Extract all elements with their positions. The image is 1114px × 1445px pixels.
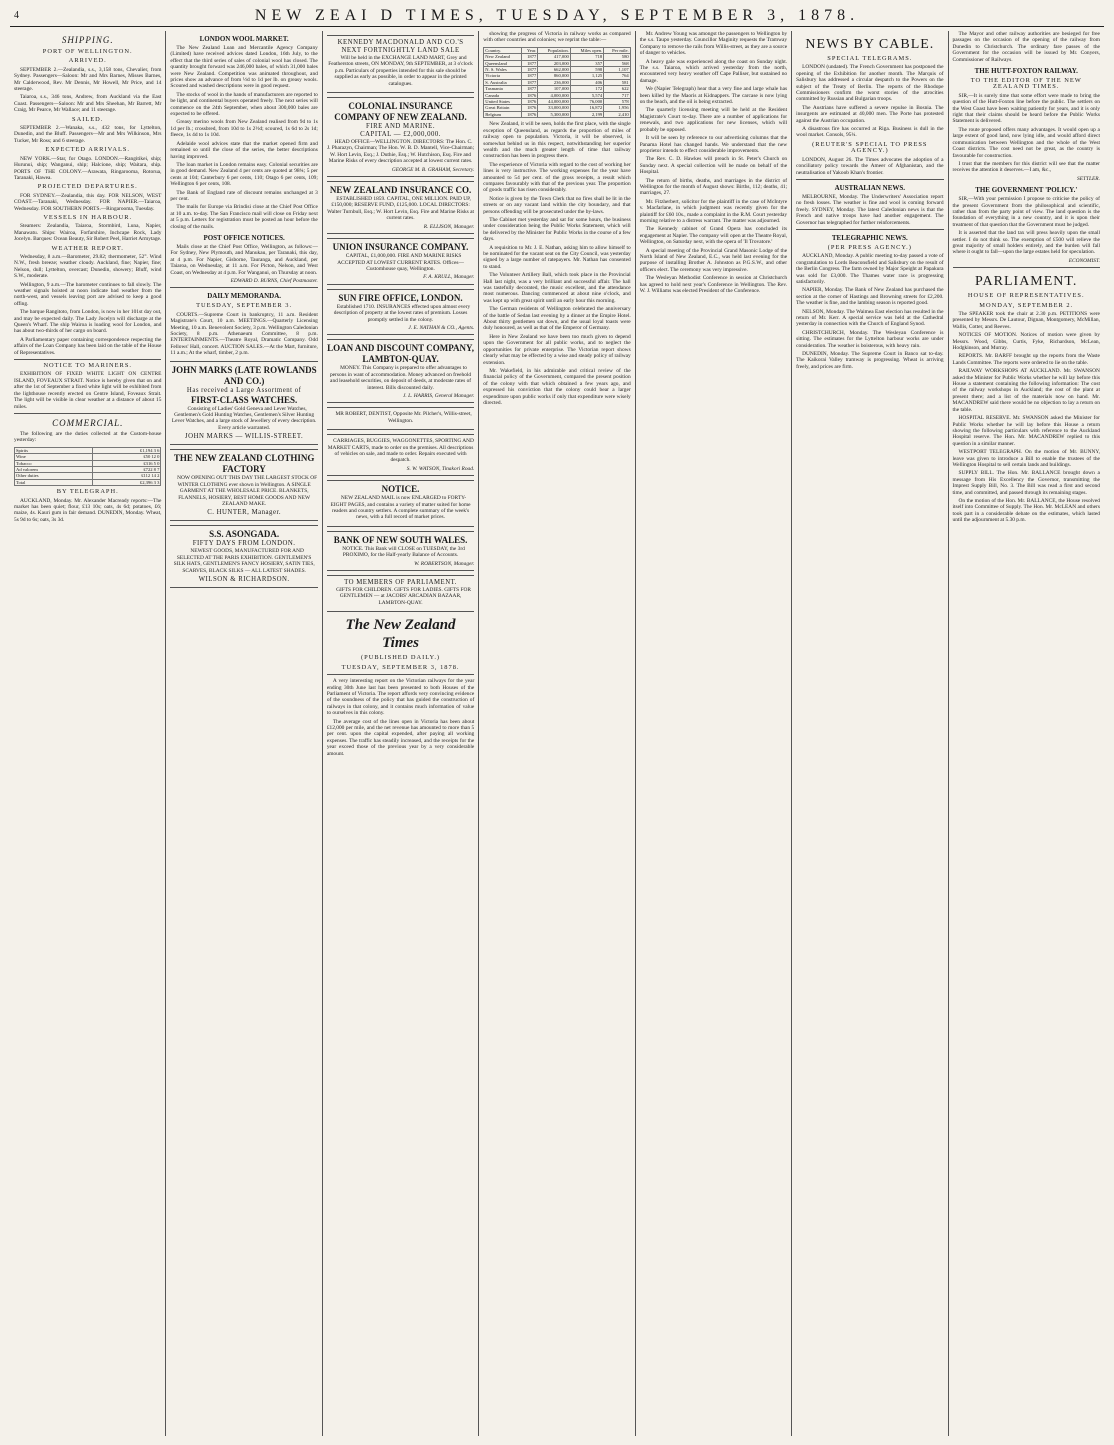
railway-cell: 1877 bbox=[521, 67, 538, 73]
divider bbox=[327, 674, 474, 675]
duties-cell: £50 12 0 bbox=[92, 454, 161, 460]
masthead-title: NEW ZEAI D TIMES, TUESDAY, SEPTEMBER 3, 1878. bbox=[254, 7, 860, 24]
article-paragraph: The New Zealand Loan and Mercantile Agency Company (Limited) have received advices dated London, 16th July, to the effect that the third series of sales of colonial wool has closed. The quantity brought forward was 246,000 bales, of which 31,000 bales were New Zealand. Competition was animated throughout, and prices show an advance of from ½d to 1d per lb. on greasy wools. Scoured and washed descriptions were in good request. bbox=[170, 45, 318, 90]
article-paragraph: EXHIBITION OF FIXED WHITE LIGHT ON CENTRE ISLAND, FOVEAUX STRAIT. Notice is hereby given that on and after the 1st of September a fixed white light will be exhibited from the lighthouse recently erected on Centre Island, Foveaux Strait. The light will be visible in clear weather at a distance of about 15 miles. bbox=[14, 371, 162, 410]
railway-cell: 717 bbox=[604, 92, 631, 98]
letter-heading: TO THE EDITOR OF THE NEW ZEALAND TIMES. bbox=[970, 77, 1082, 91]
editorial-paragraph: The average cost of the lines open in Victoria has been about £12,000 per mile, and the net revenue has amounted to more than 5 per cent. upon the capital expended, after paying all working expenses. The traffic has steadily increased, and the receipts for the year exceed those of the previous year by a very considerable amount. bbox=[326, 718, 475, 757]
article-paragraph: NAPIER, Monday. The Bank of New Zealand has purchased the section at the corner of Hastings and Browning streets for £2,200. The weather is fine, and the lambing season is reported good. bbox=[796, 287, 944, 307]
signature: ECONOMIST. bbox=[1068, 257, 1100, 264]
railway-cell: 1877 bbox=[521, 60, 538, 66]
railway-cell: 1877 bbox=[521, 86, 538, 92]
advertisement-sun-fire bbox=[327, 289, 474, 336]
duties-cell: £2,396 3 3 bbox=[92, 479, 161, 485]
ad-body: Consisting of Ladies' Gold Geneva and Lever Watches, Gentlemen's Gold Hunting Watches, Gentlemen's Silver Hunting Lever Watches, and a large stock of Jewellery of every description. Every article warranted. bbox=[171, 405, 317, 431]
railway-cell: Belgium bbox=[484, 111, 521, 117]
parliament-heading: PARLIAMENT. bbox=[975, 274, 1078, 290]
railway-cell: Great Britain bbox=[484, 105, 521, 111]
railway-cell: New Zealand bbox=[484, 54, 521, 60]
article-paragraph: FOR SYDNEY.—Zealandia, this day. FOR NELSON, WEST COAST.—Taranaki, Wednesday. FOR NAPIER.—Taiaroa, Wednesday. FOR SOUTHERN PORTS.—Ringarooma, Tuesday. bbox=[14, 192, 162, 212]
advertisement-dentist bbox=[327, 407, 474, 430]
article-paragraph: Wednesday, 8 a.m.—Barometer, 29.82; thermometer, 52°. Wind N.W., fresh breeze; weather cloudy. Auckland, fine; Napier, fine; Nelson, dull; Lyttelton, overcast; Dunedin, showery; Bluff, wind S.W., moderate. bbox=[14, 253, 162, 280]
article-paragraph: Mr. Wakefield, in his admirable and critical review of the financial policy of the Government, compared the present position of the colony with that which obtained a few years ago, and expressed his conviction that the colony could bear a larger expenditure upon public works if only that expenditure were wisely directed. bbox=[483, 367, 631, 406]
ad-signature: J. L. HARRIS, General Manager. bbox=[403, 392, 475, 399]
ad-title: BANK OF NEW SOUTH WALES. bbox=[333, 534, 468, 545]
column-5 bbox=[636, 31, 792, 1436]
newspaper-nameplate: The New Zealand Times bbox=[345, 617, 456, 652]
article-paragraph: LONDON, August 26. The Times advocates the adoption of a conciliatory policy towards the Ameer of Afghanistan, and the neutralisation of Yakoob Khan's frontier. bbox=[796, 156, 944, 176]
advertisement-nz-insurance bbox=[327, 181, 474, 234]
railway-cell: 764 bbox=[604, 73, 631, 79]
railway-cell: 2,410 bbox=[604, 111, 631, 117]
railway-cell: 1877 bbox=[521, 54, 538, 60]
masthead bbox=[10, 6, 1104, 27]
railway-cell: S. Australia bbox=[484, 79, 521, 85]
railway-cell: 580 bbox=[604, 54, 631, 60]
article-paragraph: NOTICES OF MOTION. Notices of motion were given by Messrs. Wood, Gibbs, Curtis, Fyke, Richardson, McLean, Hodgkinson, and Murray. bbox=[952, 332, 1100, 352]
duties-cell: Spirits bbox=[15, 447, 93, 453]
vessels-heading: VESSELS IN HARBOUR. bbox=[43, 213, 133, 221]
shipping-heading: SHIPPING. bbox=[61, 35, 114, 45]
railway-cell: 1,125 bbox=[570, 73, 603, 79]
divider bbox=[14, 413, 161, 414]
ad-signature: S. W. WATSON, Tinakori Road. bbox=[406, 465, 475, 472]
article-paragraph: A disastrous fire has occurred at Riga. Business is dull in the wool market. Consols, 95¼. bbox=[796, 126, 944, 139]
railway-cell: 33,000,000 bbox=[538, 105, 571, 111]
article-paragraph: SUPPLY BILL. The Hon. Mr. BALLANCE brought down a message from His Excellency the Governor, transmitting the Imprest Supply Bill, No. 3. The Bill was read a first and second time, and committed, and passed through its remaining stages. bbox=[952, 470, 1100, 496]
article-paragraph: A special meeting of the Provincial Grand Masonic Lodge of the North Island of New Zealand, E.C., was held last evening for the purpose of installing Brother A. Johnston as P.G.S.W., and other officers elect. The ceremony was very impressive. bbox=[639, 247, 788, 273]
railway-cell: 622 bbox=[604, 86, 631, 92]
railway-cell: 1,956 bbox=[604, 105, 631, 111]
railway-cell: 1876 bbox=[521, 105, 538, 111]
article-paragraph: A heavy gale was experienced along the coast on Sunday night. The s.s. Taiaroa, which arrived yesterday from the north, encountered very heavy weather off Cape Palliser, but sustained no damage. bbox=[639, 58, 788, 84]
article-paragraph: NEW YORK.—Star, for Otago. LONDON.—Rangitikei, ship; Hurunui, ship; Wanganui, ship; Halcione, ship; Waitara, ship. PORTS OF THE COLONY.—Arawata, Ringarooma, Rotorua, Taranaki, Hawea. bbox=[14, 155, 162, 181]
ad-line: Has received a Large Assortment of bbox=[186, 386, 302, 394]
editorial-paragraph: showing the progress of Victoria in railway works as compared with other countries and colonies; we reprint the table:— bbox=[483, 31, 631, 44]
article-paragraph: Mr. Andrew Young was amongst the passengers to Wellington by the s.s. Taupo yesterday. Councillor Maginity requests the Tramway Company to remove the rails from Willis-street, as they are a source of danger to vehicles. bbox=[639, 31, 788, 57]
railway-cell: 1877 bbox=[521, 73, 538, 79]
ad-line: FIRE AND MARINE. bbox=[366, 123, 436, 131]
ad-body: Will be held in the EXCHANGE LAND MART, Grey and Featherston streets, ON MONDAY, 9th SEPTEMBER, at 3 o'clock p.m. Particulars of properties intended for this sale should be supplied as early as possible, in order to appear in the printed catalogues. bbox=[328, 55, 473, 87]
ad-body: NOTICE. This Bank will CLOSE on TUESDAY, the 3rd PROXIMO, for the Half-yearly Balance of Accounts. bbox=[342, 545, 465, 559]
divider bbox=[170, 287, 317, 288]
railway-cell: 568 bbox=[604, 60, 631, 66]
article-paragraph: Steamers: Zealandia, Taiaroa, Stormbird, Luna, Napier, Manawatu. Ships: Wairoa, Forfarshire, Inchcape Rock, Lady Jocelyn. Barques: Ocean Beauty, Sir Robert Peel, Harriet Armytage. bbox=[14, 223, 162, 243]
ad-line: CAPITAL — £2,000,000. bbox=[360, 131, 441, 139]
railway-cell: 203,000 bbox=[538, 60, 571, 66]
ad-line: FIFTY DAYS FROM LONDON. bbox=[192, 540, 296, 548]
article-paragraph: The Bank of England rate of discount remains unchanged at 3 per cent. bbox=[170, 189, 318, 202]
advertisement-colonial-insurance bbox=[327, 97, 474, 177]
letter-paragraph: I trust that the members for this district will see that the matter receives the attention it deserves.—I am, &c., bbox=[952, 160, 1100, 174]
advertisement-loan-discount bbox=[327, 339, 474, 403]
advertisement-bank-nsw bbox=[327, 531, 474, 571]
ad-body: GIFTS FOR CHILDREN. GIFTS FOR LADIES. GIFTS FOR GENTLEMEN — at JACOBS' ARCADIAN BAZAAR, LAMBTON-QUAY. bbox=[336, 587, 472, 606]
editorial-paragraph: New Zealand, it will be seen, holds the first place, with the single exception of Queensland, as regards the proportion of miles of railway open to population. Victoria, it will be observed, is somewhat behind us in this respect, notwithstanding her superior wealth and the much greater length of time that railway construction has been in progress there. bbox=[483, 121, 631, 160]
railway-header-cell: Year. bbox=[521, 47, 538, 53]
article-paragraph: MELBOURNE, Monday. The Underwriters' Association report no fresh losses. The weather is fine and wool is coming forward freely. SYDNEY, Monday. The latest Caledonian news is that the French and native troops have had another engagement. The Governor has telegraphed for further reinforcements. bbox=[796, 193, 944, 226]
wool-heading: LONDON WOOL MARKET. bbox=[199, 35, 289, 43]
article-paragraph: DUNEDIN, Monday. The Supreme Court in Banco sat to-day. The Kaikorai Valley tramway is progressing. Wheat is arriving freely, and prices are firm. bbox=[796, 351, 944, 370]
house-heading: HOUSE OF REPRESENTATIVES. bbox=[967, 292, 1085, 300]
railway-cell: Tasmania bbox=[484, 86, 521, 92]
column-4 bbox=[479, 31, 635, 1436]
ad-body: ESTABLISHED 1859. CAPITAL, ONE MILLION. PAID UP, £150,000; RESERVE FUND, £125,000. LOCAL DIRECTORS: Walter Turnbull, Esq.; W. Hort Levin, Esq. Fire and Marine Risks at current rates. bbox=[327, 196, 474, 222]
letter-paragraph: SIR,—It is surely time that some effort were made to bring the question of the Hutt-Foxton line before the public. The settlers on the West Coast have been waiting patiently for years, and it is only right that their claims should be heard before the Public Works Statement is delivered. bbox=[952, 92, 1100, 125]
article-paragraph: CHRISTCHURCH, Monday. The Wesleyan Conference is sitting. The estimates for the Lyttelton harbour works are under consideration. The weather is boisterous, with heavy rain. bbox=[796, 329, 944, 349]
article-paragraph: The return of births, deaths, and marriages in the district of Wellington for the month of August shows: Births, 112; deaths, 41; marriages, 27. bbox=[639, 177, 788, 197]
railway-cell: 1877 bbox=[521, 79, 538, 85]
advertisement-nz-mail bbox=[327, 480, 474, 527]
government-policy-heading: THE GOVERNMENT 'POLICY.' bbox=[975, 186, 1078, 195]
railway-cell: 236,000 bbox=[538, 79, 571, 85]
railway-cell: 578 bbox=[604, 99, 631, 105]
article-paragraph: The following are the duties collected at the Custom-house yesterday: bbox=[14, 430, 162, 444]
special-telegrams-heading: SPECIAL TELEGRAMS. bbox=[827, 55, 913, 62]
ad-title: KENNEDY MACDONALD AND CO.'S NEXT FORTNIGHTLY LAND SALE bbox=[337, 39, 464, 54]
article-paragraph: Adelaide wool advices state that the market opened firm and remained so until the close of the series, the better descriptions having improved. bbox=[170, 140, 318, 160]
divider bbox=[953, 267, 1100, 268]
article-paragraph: The Kennedy cabinet of Grand Opera has concluded its engagement at Napier. The company will open at the Theatre Royal, Wellington, on Saturday next, with the opera of 'Il Trovatore.' bbox=[639, 226, 788, 246]
ad-title: SUN FIRE OFFICE, LONDON. bbox=[338, 292, 463, 303]
railway-cell: 2,199 bbox=[570, 111, 603, 117]
ad-title: NEW ZEALAND INSURANCE CO. bbox=[329, 185, 472, 196]
reuter-heading: (REUTER'S SPECIAL TO PRESS AGENCY.) bbox=[812, 140, 928, 155]
railway-cell: 1876 bbox=[521, 92, 538, 98]
ad-line: FIRST-CLASS WATCHES. bbox=[190, 394, 298, 405]
railway-cell: Victoria bbox=[484, 73, 521, 79]
column-6 bbox=[792, 31, 948, 1436]
railway-cell: 172 bbox=[570, 86, 603, 92]
article-paragraph: The Cabinet met yesterday and sat for some hours, the business under consideration being the Public Works Statement, which will be delivered by the Minister for Public Works in the course of a few days. bbox=[483, 216, 631, 243]
arrived-heading: ARRIVED. bbox=[68, 57, 107, 65]
post-office-heading: POST OFFICE NOTICES. bbox=[203, 233, 285, 242]
railway-cell: 16,872 bbox=[570, 105, 603, 111]
editorial-date: TUESDAY, SEPTEMBER 3, 1878. bbox=[341, 663, 460, 671]
article-paragraph: The loan market in London remains easy. Colonial securities are in good demand. New Zealand 4 per cents are quoted at 98¾; 5 per cents at 104; Canterbury 6 per cents, 110; Otago 6 per cents, 109; Wellington 6 per cents, 108. bbox=[170, 161, 318, 188]
duties-cell: £316 5 0 bbox=[92, 460, 161, 466]
ad-body: MONEY. This Company is prepared to offer advantages to persons in want of accommodation. Money advanced on freehold and leasehold securities, on deposit of deeds, at moderate rates of interest. Bills discounted daily. bbox=[329, 365, 472, 391]
article-paragraph: WESTPORT TELEGRAPH. On the motion of Mr. BUNNY, leave was given to introduce a Bill to enable the trustees of the Wellington Hospital to sell certain lands and buildings. bbox=[952, 449, 1100, 468]
projected-heading: PROJECTED DEPARTURES. bbox=[37, 183, 138, 191]
article-paragraph: The Austrians have suffered a severe repulse in Bosnia. The insurgents are estimated at 40,000 men. The Porte has protested against the Austrian occupation. bbox=[796, 104, 944, 124]
article-paragraph: A requisition to Mr. J. E. Nathan, asking him to allow himself to be nominated for the vacant seat on the City Council, was yesterday signed by a large number of ratepayers. Mr. Nathan has consented to stand. bbox=[483, 244, 631, 270]
duties-cell: £112 14 2 bbox=[92, 473, 161, 479]
hutt-foxton-heading: THE HUTT-FOXTON RAILWAY. bbox=[974, 67, 1078, 76]
article-paragraph: The stocks of wool in the hands of manufacturers are reported to be light, and continental buyers operated freely. The next series will commence on the 24th September, when about 300,000 bales are expected to be offered. bbox=[170, 91, 318, 118]
railway-cell: 662,000 bbox=[538, 67, 571, 73]
daily-memoranda-heading: DAILY MEMORANDA. bbox=[207, 292, 282, 301]
ad-title: UNION INSURANCE COMPANY. bbox=[332, 242, 469, 253]
columns bbox=[10, 31, 1104, 1436]
article-paragraph: HOSPITAL RESERVE. Mr. SWANSON asked the Minister for Public Works whether he will lay before this House a return showing the following particulars with reference to the Auckland Hospital reserve. The Hon. Mr. MACANDREW replied to this question in a similar manner. bbox=[952, 415, 1100, 447]
column-2 bbox=[166, 31, 322, 1436]
ad-signature: GEORGE M. B. GRAHAM, Secretary. bbox=[391, 166, 475, 173]
ad-signature: WILSON & RICHARDSON. bbox=[198, 575, 290, 583]
article-paragraph: Mr. Fitzherbert, solicitor for the plaintiff in the case of McIntyre v. Macfarlane, in which judgment was recently given for the plaintiff for £60 10s., made a complaint in the R.M. Court yesterday morning relative to a distress warrant. The matter was adjourned. bbox=[639, 198, 788, 224]
expected-heading: EXPECTED ARRIVALS. bbox=[45, 146, 131, 154]
ad-signature: W. ROBERTSON, Manager. bbox=[414, 560, 475, 567]
advertisement-asongada bbox=[170, 525, 317, 588]
page-number: 4 bbox=[14, 10, 19, 21]
railway-cell: 357 bbox=[570, 60, 603, 66]
ad-body: NEWEST GOODS, MANUFACTURED FOR AND SELECTED AT THE PARIS EXHIBITION. GENTLEMEN'S SILK HATS, GENTLEMEN'S FANCY HOSIERY, SATIN TIES, SCARVES, BLACK SILKS — ALL LATEST SHADES. bbox=[173, 548, 315, 574]
railway-cell: N. S. Wales bbox=[484, 67, 521, 73]
nameplate-subtitle: (PUBLISHED DAILY.) bbox=[361, 654, 441, 662]
railway-cell: Queensland bbox=[484, 60, 521, 66]
article-paragraph: The barque Rangitoto, from London, is now in her 101st day out, and may be expected daily. The Lady Jocelyn will discharge at the Queen's Wharf. The ship Wairoa is loading wool for London, and has about two-thirds of her cargo on board. bbox=[14, 309, 162, 335]
article-paragraph: SEPTEMBER 2.—Zealandia, s.s., 3,158 tons, Chevalier, from Sydney. Passengers—Saloon: Mr and Mrs Barnes, Misses Barnes, Mr Calderwood, Rev. Mr Dennis, Mr Howell, Mr Price, and 14 steerage. bbox=[14, 66, 162, 93]
duties-cell: Tobacco bbox=[15, 460, 93, 466]
divider bbox=[796, 229, 943, 230]
article-paragraph: Here in New Zealand we have been too much given to depend upon the Government for all public works, and to neglect the opportunities for private enterprise. The Victorian report shows clearly what may be effected by a wise and steady policy of railway extension. bbox=[483, 333, 631, 366]
article-paragraph: Mails close at the Chief Post Office, Wellington, as follows:—For Sydney, New Plymouth, and Manukau, per Taranaki, this day, at 4 p.m. For Napier, Gisborne, Tauranga, and Auckland, per Taiaroa, on Wednesday, at 11 a.m. For Picton, Nelson, and West Coast, on Wednesday at 4 p.m. For Wanganui, on Thursday at noon. bbox=[170, 243, 318, 276]
railway-cell: 1876 bbox=[521, 111, 538, 117]
ad-signature: JOHN MARKS — WILLIS-STREET. bbox=[185, 433, 304, 441]
railway-cell: 1876 bbox=[521, 99, 538, 105]
duties-cell: Wine bbox=[15, 454, 93, 460]
divider bbox=[14, 359, 161, 360]
weather-heading: WEATHER REPORT. bbox=[51, 244, 124, 252]
ad-body: Established 1710. INSURANCES effected upon almost every description of property at the lowest rates of premium. Losses promptly settled in the colony. bbox=[333, 303, 471, 323]
article-paragraph: REPORTS. Mr. BARFF brought up the reports from the Waste Lands Committee. The reports were ordered to lie on the table. bbox=[952, 353, 1100, 366]
column-7 bbox=[949, 31, 1104, 1436]
ad-title: TO MEMBERS OF PARLIAMENT. bbox=[344, 579, 457, 587]
railway-cell: 4,000,000 bbox=[538, 92, 571, 98]
article-paragraph: RAILWAY WORKSHOPS AT AUCKLAND. Mr. SWANSON asked the Minister for Public Works whether he will lay before this House a statement containing the following information: The cost of the railway workshops in Auckland; the cost of the plant at present there; and a list of the materials now on hand. Mr. MACANDREW said there would be no objection to lay a return on the table. bbox=[952, 368, 1100, 413]
notice-heading: NOTICE TO MARINERS. bbox=[43, 362, 132, 370]
ad-body: CARRIAGES, BUGGIES, WAGGONETTES, SPORTING AND MARKET CARTS, made to order on the premises. All descriptions of vehicles on sale, and made to order. Repairs executed with despatch. bbox=[327, 438, 474, 464]
ad-title: COLONIAL INSURANCE COMPANY OF NEW ZEALAND. bbox=[334, 101, 467, 123]
ad-body: NEW ZEALAND MAIL is now ENLARGED to FORTY-EIGHT PAGES, and contains a variety of matter suited for home readers and country settlers. A complete summary of the week's news, with a full record of market prices. bbox=[330, 495, 471, 521]
duties-cell: £1,194 3 6 bbox=[92, 447, 161, 453]
railway-table bbox=[483, 47, 630, 118]
duties-table bbox=[14, 447, 161, 486]
ad-body: HEAD OFFICE—WELLINGTON. DIRECTORS: The Hon. C. J. Pharazyn, Chairman; The Hon. W. B. D. Mantell, Vice-Chairman; W. Hort Levin, Esq.; J. Duthie, Esq.; W. Hutchison, Esq. Fire and Marine Risks of every description accepted at lowest current rates. bbox=[327, 139, 475, 165]
railway-row bbox=[484, 111, 630, 117]
railway-cell: 718 bbox=[570, 54, 603, 60]
article-paragraph: LONDON (undated). The French Government has postponed the opening of the Exhibition for another month. The Marquis of Salisbury has addressed a circular despatch to the Powers on the subject of the Treaty of Berlin. The reports of the Rhodope Commissioners confirm the worst stories of the atrocities committed by Russian and Bulgarian troops. bbox=[796, 64, 944, 103]
telegraph-heading: BY TELEGRAPH. bbox=[56, 488, 119, 496]
railway-cell: Canada bbox=[484, 92, 521, 98]
article-paragraph: A Parliamentary paper containing correspondence respecting the affairs of the Loan Company has been laid on the table of the House of Representatives. bbox=[14, 336, 162, 356]
port-heading: PORT OF WELLINGTON. bbox=[42, 48, 133, 55]
advertisement-marks bbox=[170, 361, 317, 446]
article-paragraph: AUCKLAND, Monday. A public meeting to-day passed a vote of congratulation to Lords Beaconsfield and Salisbury on the result of the Berlin Congress. The farm owned by Major Speight at Papakura was sold for £3,000. The Thames water race is progressing satisfactorily. bbox=[796, 253, 944, 285]
editorial-paragraph: A very interesting report on the Victorian railways for the year ending 30th June last has been presented to both Houses of the Parliament of Victoria. The report affords very convincing evidence of the soundness of the policy that has guided the construction of railways in that colony, and it contains much information of value to ourselves in this colony. bbox=[326, 678, 475, 717]
railway-cell: 5,574 bbox=[570, 92, 603, 98]
article-paragraph: The Rev. C. D. Hawkes will preach in St. Peter's Church on Sunday next. A special collection will be made on behalf of the Hospital. bbox=[639, 156, 788, 176]
ad-title: NOTICE. bbox=[381, 484, 420, 495]
duties-cell: Ad valorem bbox=[15, 466, 93, 472]
duties-row bbox=[15, 479, 161, 485]
letter-paragraph: SIR,—With your permission I propose to criticise the policy of the present Government from the philosophical and scientific, rather than from the party point of view. The land question is the foundation of everything in a new country, and it is upon their treatment of that question that the Government must be judged. bbox=[952, 196, 1100, 228]
railway-header-cell: Population. bbox=[538, 47, 571, 53]
duties-cell: Other duties bbox=[15, 473, 93, 479]
ad-body: NOW OPENING OUT THIS DAY THE LARGEST STOCK OF WINTER CLOTHING ever shown in Wellington. A SINGLE GARMENT AT THE WHOLESALE PRICE. BLANKETS, FLANNELS, HOSIERY, BEST HOME GOODS AND NEW ZEALAND MAKE. bbox=[177, 475, 318, 507]
ad-title: THE NEW ZEALAND CLOTHING FACTORY bbox=[173, 453, 315, 475]
railway-cell: 44,000,000 bbox=[538, 99, 571, 105]
article-paragraph: The SPEAKER took the chair at 2.30 p.m. PETITIONS were presented by Messrs. De Lautour, Dignan, Montgomery, McMillan, Wallis, Cotter, and Reeves. bbox=[952, 311, 1100, 330]
ad-body: CAPITAL, £1,000,000. FIRE AND MARINE RISKS ACCEPTED AT LOWEST CURRENT RATES. Offices—Customhouse quay, Wellington. bbox=[337, 253, 464, 272]
australian-news-heading: AUSTRALIAN NEWS. bbox=[834, 183, 906, 192]
article-paragraph: Taiaroa, s.s., 346 tons, Andrew, from Auckland via the East Coast. Passengers—Saloon: Mr and Mrs Sheehan, Mr Barrett, Mr Craig, Mr Pearce, Mr Wallace; and 11 steerage. bbox=[14, 94, 162, 114]
railway-cell: 598 bbox=[570, 67, 603, 73]
railway-cell: 5,300,000 bbox=[538, 111, 571, 117]
railway-header-cell: Per mile. bbox=[604, 47, 631, 53]
parliament-date: MONDAY, SEPTEMBER 2. bbox=[979, 301, 1074, 309]
divider bbox=[796, 179, 943, 180]
railway-cell: 860,000 bbox=[538, 73, 571, 79]
article-paragraph: The German residents of Wellington celebrated the anniversary of the battle of Sedan last evening by a dinner at the Empire Hotel. About thirty gentlemen sat down, and the usual loyal toasts were duly honoured, as well as that of the Emperor of Germany. bbox=[483, 306, 631, 332]
article-paragraph: SEPTEMBER 2.—Wanaka, s.s., 432 tons, for Lyttelton, Dunedin, and the Bluff. Passengers—Mr and Mrs Wilkinson, Mrs Tucker, Mr Ross; and 6 steerage. bbox=[14, 125, 162, 144]
column-1 bbox=[10, 31, 166, 1436]
signature: EDWARD D. BURNS, Chief Postmaster. bbox=[230, 278, 318, 284]
advertisement-union-insurance bbox=[327, 238, 474, 285]
railway-cell: 581 bbox=[604, 79, 631, 85]
article-paragraph: AUCKLAND, Monday. Mr. Alexander Macready reports:—The market has been quiet; flour, £13 10s; oats, 4s 6d; potatoes, £6; maize, 4s. Kauri gum in fair demand. DUNEDIN, Monday. Wheat, 5s 9d to 6s; oats, 3s 3d. bbox=[14, 497, 162, 523]
letter-paragraph: It is asserted that the land tax will press heavily upon the small settler. I do not think so. The exemption of £500 will relieve the great majority of small holders entirely, and the burden will fall where it ought to fall—upon the large estates held for speculation. bbox=[952, 230, 1100, 256]
advertisement-carriages bbox=[327, 434, 474, 476]
ad-title: LOAN AND DISCOUNT COMPANY, LAMBTON-QUAY. bbox=[327, 343, 474, 365]
cable-news-heading: NEWS BY CABLE. bbox=[805, 37, 935, 52]
railway-cell: 76,000 bbox=[570, 99, 603, 105]
railway-header-cell: Miles open. bbox=[570, 47, 603, 53]
ad-body: MR ROBERT, DENTIST, Opposite Mr. Pilcher's, Willis-street, Wellington. bbox=[335, 411, 472, 424]
duties-cell: Total bbox=[15, 479, 93, 485]
sailed-heading: SAILED. bbox=[72, 115, 104, 123]
editorial-paragraph: The experience of Victoria with regard to the cost of working her lines is very instructive. The working expenses for the year have amounted to 54 per cent. of the gross receipts, a result which compares favourably with that of the previous year. The proportion of goods traffic has risen considerably. bbox=[483, 161, 631, 194]
article-paragraph: It will be seen by reference to our advertising columns that the Panama Hotel has changed hands. We understand that the new proprietor intends to effect considerable improvements. bbox=[639, 135, 788, 154]
article-paragraph: Wellington, 9 a.m.—The barometer continues to fall slowly. The weather signals hoisted at noon indicate bad weather from the north-west, and vessels leaving port are advised to keep a good offing. bbox=[14, 281, 162, 307]
article-paragraph: The mails for Europe via Brindisi close at the Chief Post Office at 10 a.m. to-day. The San Francisco mail will close on Friday next at 5 p.m. Letters for registration must be posted an hour before the closing of the mails. bbox=[170, 204, 318, 230]
article-paragraph: NELSON, Monday. The Waimea East election has resulted in the return of Mr. Kerr. A special service was held at the Cathedral yesterday in connection with the Church of England Synod. bbox=[796, 308, 944, 328]
railway-cell: United States bbox=[484, 99, 521, 105]
ad-title: JOHN MARKS (LATE ROWLANDS AND CO.) bbox=[171, 364, 317, 386]
memoranda-date: TUESDAY, SEPTEMBER 3. bbox=[196, 302, 293, 310]
railway-header-cell: Country. bbox=[484, 47, 521, 53]
article-paragraph: Notice is given by the Town Clerk that no fires shall be lit in the streets or on any vacant land within the city boundary, and that persons offending will be prosecuted under the by-laws. bbox=[483, 195, 631, 215]
ad-signature: R. ELLISON, Manager. bbox=[423, 223, 475, 230]
signature: SETTLER. bbox=[1077, 175, 1100, 182]
telegraphic-news-heading: TELEGRAPHIC NEWS. bbox=[831, 233, 908, 242]
railway-cell: 406 bbox=[570, 79, 603, 85]
article-paragraph: The Volunteer Artillery Ball, which took place in the Provincial Hall last night, was a very brilliant and successful affair. The hall was tastefully decorated, the music excellent, and the attendance most numerous. Dancing commenced at about nine o'clock, and was kept up with great spirit until an early hour this morning. bbox=[483, 272, 631, 304]
ad-signature: F. A. KRULL, Manager. bbox=[423, 274, 475, 281]
article-paragraph: On the motion of the Hon. Mr. BALLANCE, the House resolved itself into Committee of Supply. The Hon. Mr. McLEAN and others took part in a considerable debate on the estimates, which lasted until the adjournment at 5.30 p.m. bbox=[952, 497, 1100, 524]
ad-signature: C. HUNTER, Manager. bbox=[207, 509, 282, 517]
article-paragraph: The Wesleyan Methodist Conference in session at Christchurch has agreed to hold next year's Conference in Wellington. The Rev. W. J. Williams was elected President of the Conference. bbox=[639, 275, 788, 295]
duties-cell: £722 8 7 bbox=[92, 466, 161, 472]
column-3 bbox=[323, 31, 479, 1436]
advertisement-bazaar bbox=[327, 575, 474, 612]
ad-title: S.S. ASONGADA. bbox=[209, 529, 280, 540]
advertisement-clothing bbox=[170, 449, 317, 521]
article-paragraph: COURTS.—Supreme Court in bankruptcy, 11 a.m. Resident Magistrate's Court, 10 a.m. MEETINGS.—Quarterly Licensing Meeting, 10 a.m. Benevolent Society, 3 p.m. Wellington Caledonian Society, 8 p.m. Athenaeum Committee, 8 p.m. ENTERTAINMENTS.—Theatre Royal, Dramatic Company. Odd Fellows' Hall, concert. AUCTION SALES.—At the Mart, furniture, 11 a.m.; At the wharf, timber, 2 p.m. bbox=[170, 311, 318, 357]
article-paragraph: Greasy merino wools from New Zealand realised from 9d to 1s 1d per lb.; crossbred, from 10d to 1s 2½d; scoured, 1s 6d to 2s 1d; fleece, 1s 4d to 1s 10d. bbox=[170, 119, 318, 139]
railway-cell: 417,000 bbox=[538, 54, 571, 60]
article-paragraph: We (Napier Telegraph) hear that a very fine and large whale has been killed by the Maoris at Kidnappers. The carcase is now lying on the beach, and the oil is being extracted. bbox=[639, 86, 788, 106]
letter-paragraph: The route proposed offers many advantages. It would open up a large extent of good land, now lying idle, and would afford direct communication between Wellington and the whole of the West Coast districts. The cost need not be great, as the country is favourable for construction. bbox=[952, 126, 1100, 159]
press-agency-heading: (PER PRESS AGENCY.) bbox=[827, 243, 912, 251]
ad-signature: J. E. NATHAN & CO., Agents. bbox=[408, 324, 475, 331]
article-paragraph: The quarterly licensing meeting will be held at the Resident Magistrate's Court to-day. There are a number of applications for renewals, and two applications for new licenses, which will probably be opposed. bbox=[639, 107, 788, 133]
advertisement-land-sale bbox=[327, 35, 474, 93]
railway-cell: 1,107 bbox=[604, 67, 631, 73]
commercial-heading: COMMERCIAL. bbox=[52, 417, 124, 428]
article-paragraph: The Mayor and other railway authorities are besieged for free passages on the occasion of the opening of the railway from Dunedin to Christchurch. The ordinary fare passes of the Government for the occasion will be issued by Mr. Conyers, Commissioner of Railways. bbox=[952, 31, 1100, 63]
railway-cell: 107,000 bbox=[538, 86, 571, 92]
